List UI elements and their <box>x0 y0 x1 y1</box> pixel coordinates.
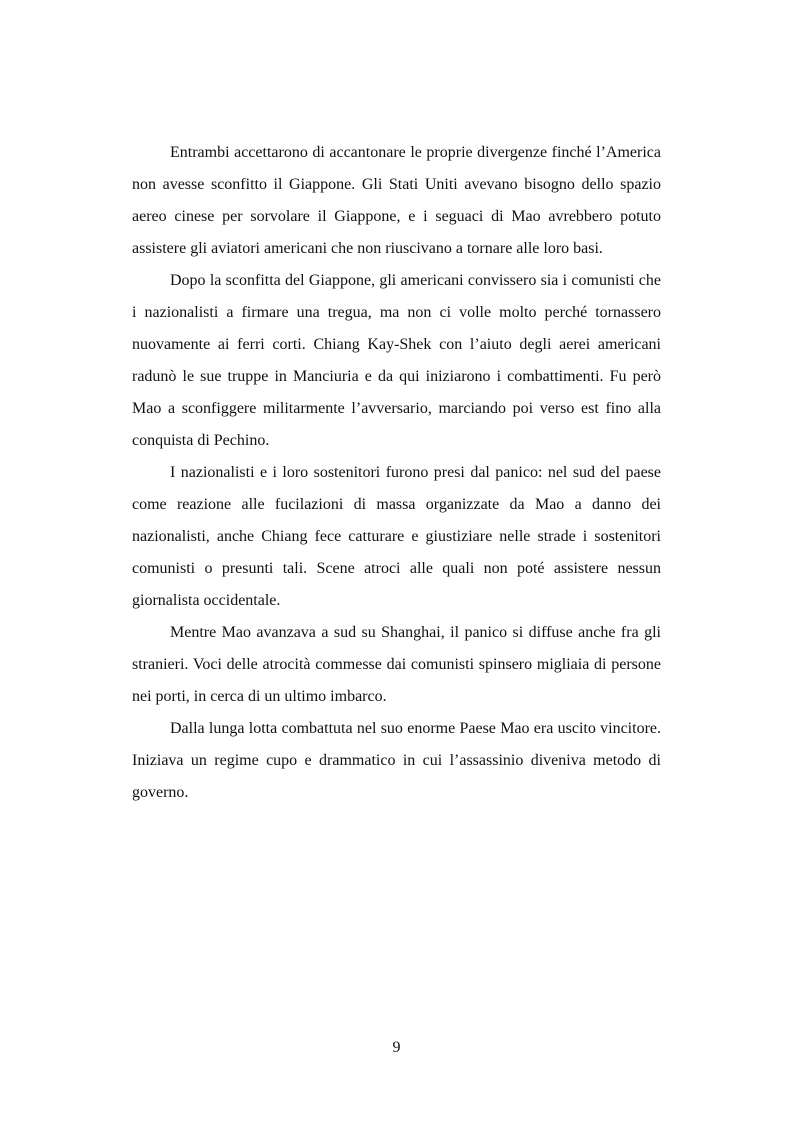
paragraph-5: Dalla lunga lotta combattuta nel suo enorme Paese Mao era uscito vincitore. Iniziava un regime cupo e drammatico in cui l’assassinio diveniva metodo di governo. <box>132 720 661 801</box>
paragraph-3: I nazionalisti e i loro sostenitori furono presi dal panico: nel sud del paese come reazione alle fucilazioni di massa organizzate da Mao a danno dei nazionalisti, anche Chiang fece catturare e giustiziare nelle strade i sostenitori comunisti o presunti tali. Scene atroci alle quali non poté assistere nessun giornalista occidentale. <box>132 464 661 609</box>
paragraph-2: Dopo la sconfitta del Giappone, gli americani convissero sia i comunisti che i nazionalisti a firmare una tregua, ma non ci volle molto perché tornassero nuovamente ai ferri corti. Chiang Kay-Shek con l’aiuto degli aerei americani radunò le sue truppe in Manciuria e da qui iniziarono i combattimenti. Fu però Mao a sconfiggere militarmente l’avversario, marciando poi verso est fino alla conquista di Pechino. <box>132 272 661 449</box>
paragraph-4: Mentre Mao avanzava a sud su Shanghai, il panico si diffuse anche fra gli stranieri. Voci delle atrocità commesse dai comunisti spinsero migliaia di persone nei porti, in cerca di un ultimo imbarco. <box>132 624 661 705</box>
page-number: 9 <box>392 1039 401 1056</box>
paragraph-1: Entrambi accettarono di accantonare le proprie divergenze finché l’America non avesse sconfitto il Giappone. Gli Stati Uniti avevano bisogno dello spazio aereo cinese per sorvolare il Giappone, e i seguaci di Mao avrebbero potuto assistere gli aviatori americani che non riuscivano a tornare alle loro basi. <box>132 144 661 257</box>
body-text <box>132 137 661 809</box>
